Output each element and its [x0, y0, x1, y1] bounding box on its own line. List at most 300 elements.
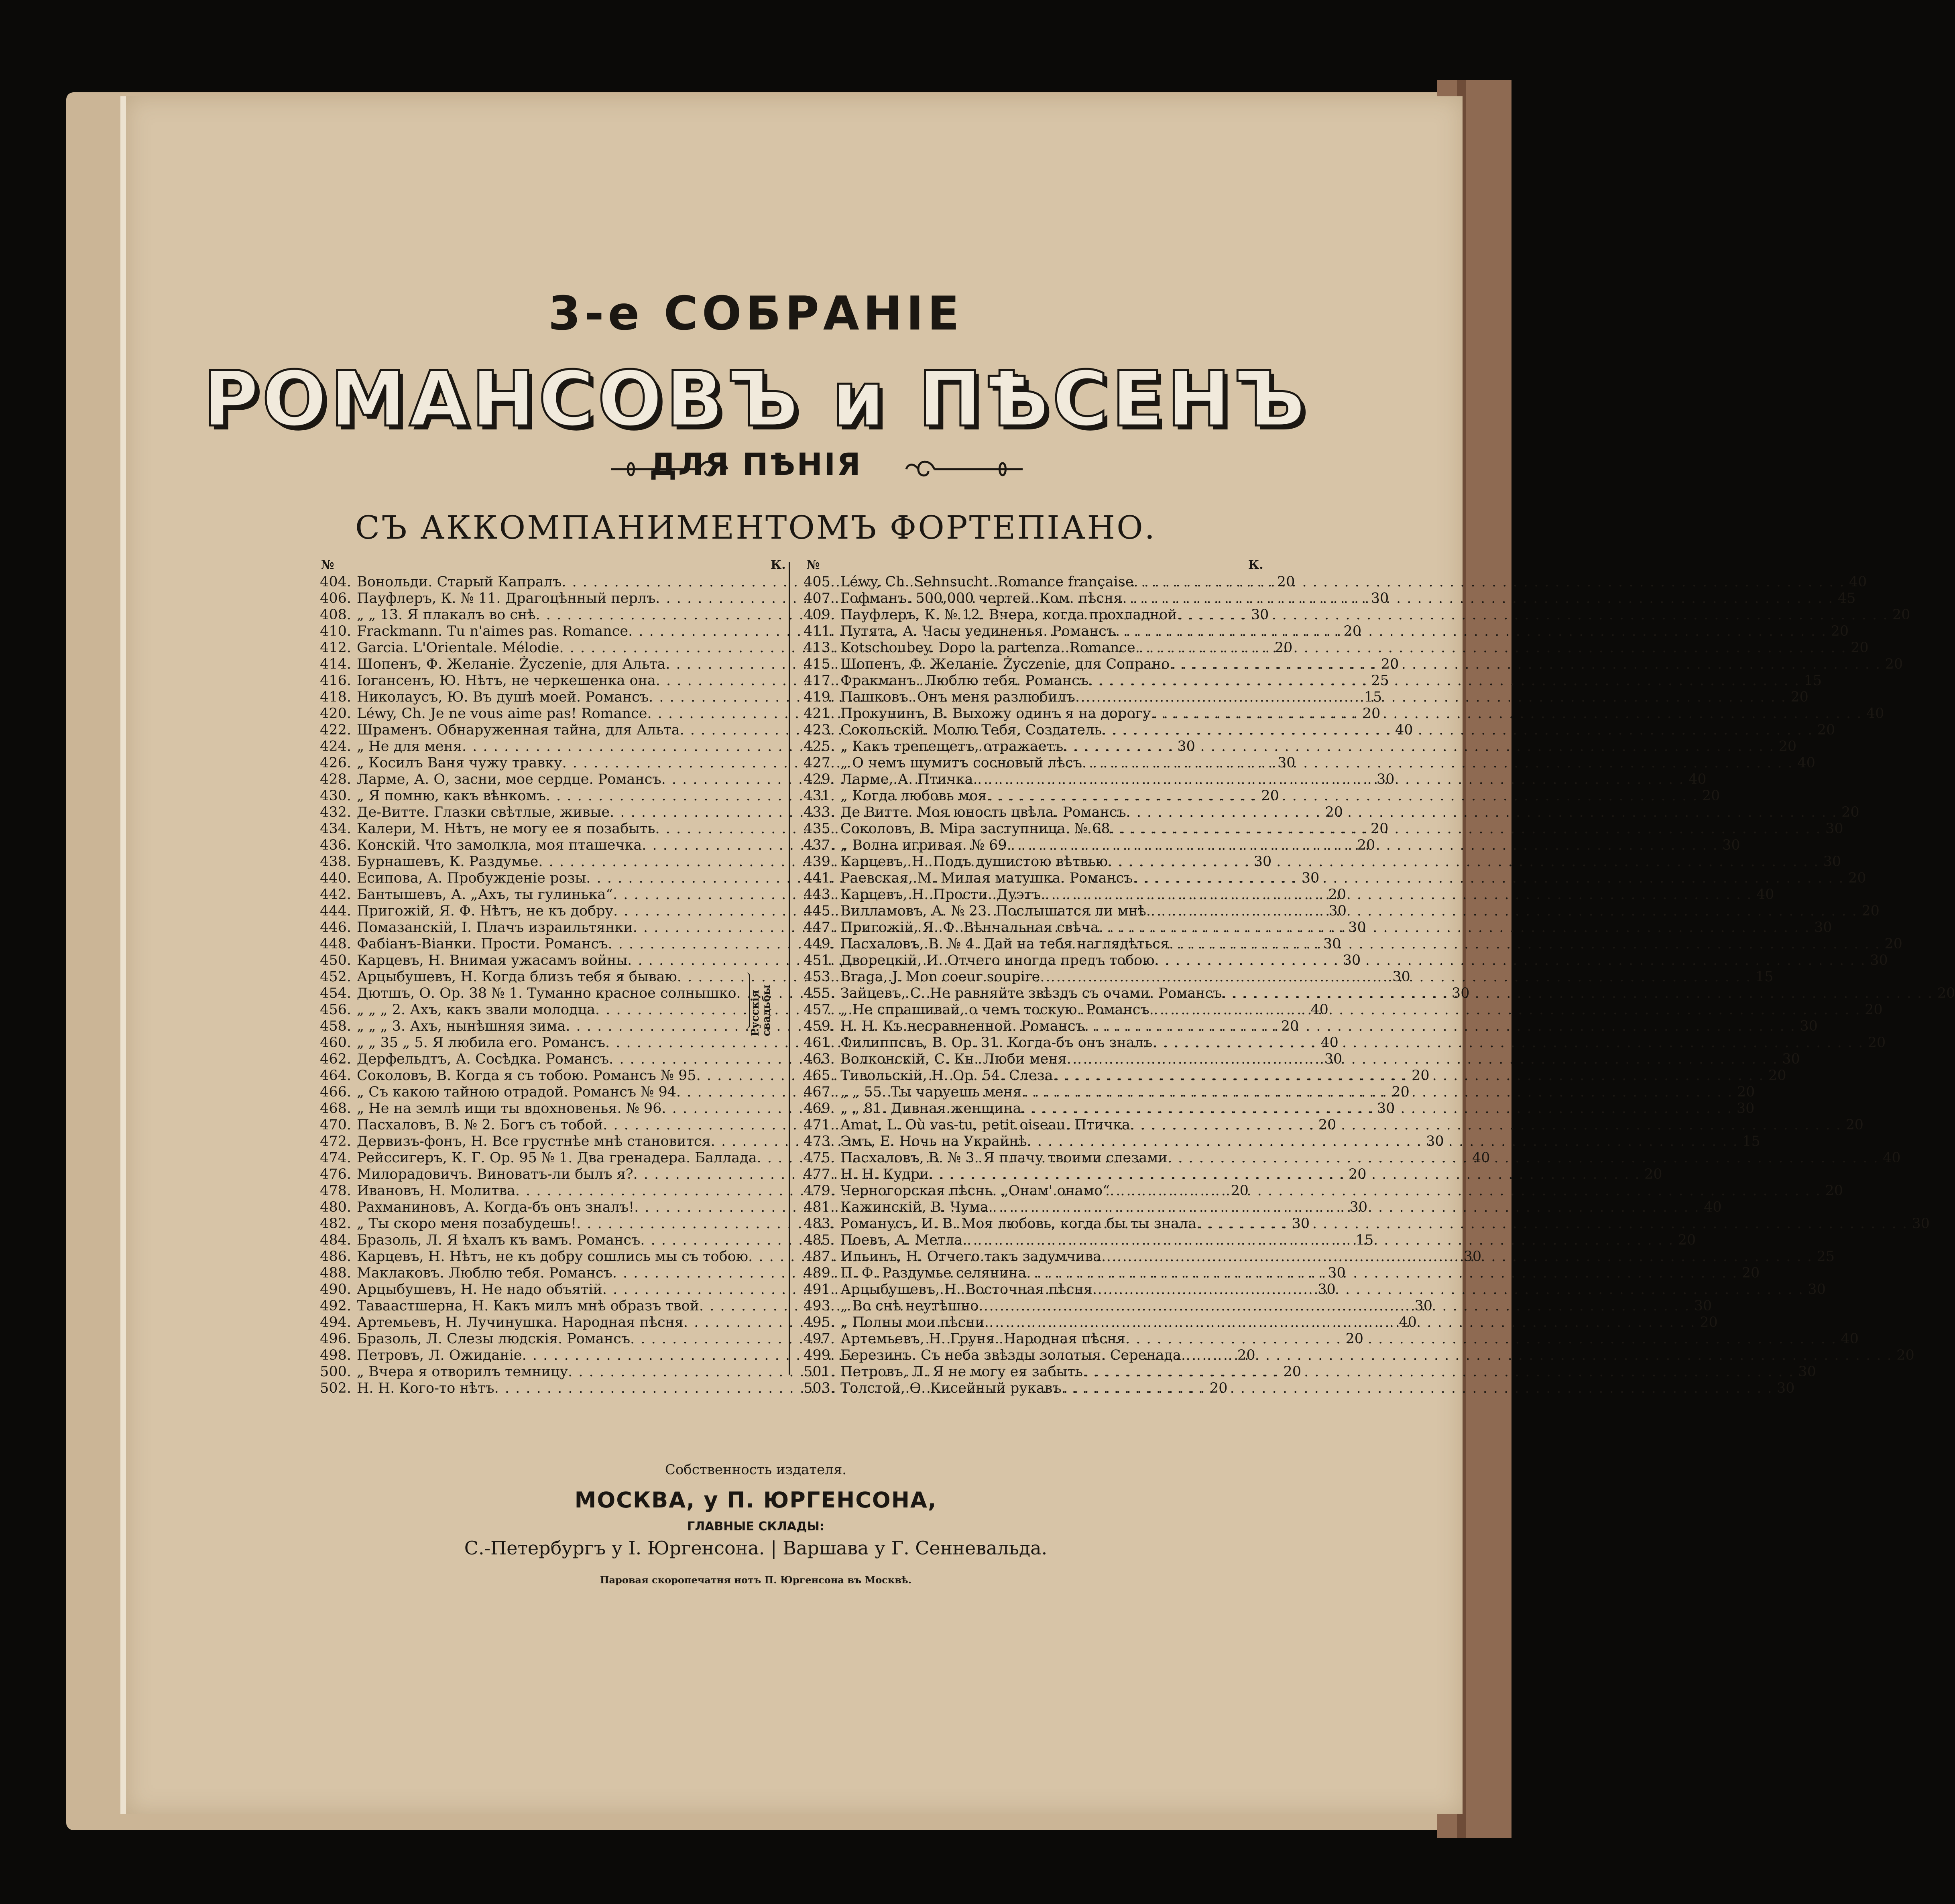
entry-number: 461.: [804, 1035, 835, 1051]
dot-leader: [1075, 689, 1786, 706]
entry-number: 492.: [320, 1298, 351, 1314]
entry-price: 30: [1348, 919, 1366, 936]
entry-title: Пригожій, Я. Ф. Вѣнчальная свѣча: [840, 919, 1099, 936]
entry-title: „ Съ какою тайною отрадой. Романсъ № 94: [357, 1084, 676, 1100]
dot-leader: [1152, 1035, 1863, 1051]
catalog-entry: [797, 738, 1797, 755]
dot-leader: [1062, 1380, 1773, 1397]
entry-number: 503.: [804, 1380, 835, 1396]
dot-leader: [979, 1298, 1690, 1314]
entry-number: 487.: [804, 1249, 835, 1265]
entry-title: Garcia. L'Orientale. Mélodie: [357, 640, 559, 656]
entry-number: 408.: [320, 607, 351, 623]
dot-leader: [1027, 1133, 1738, 1150]
entry-number: 485.: [804, 1232, 835, 1248]
entry-number: 460.: [320, 1035, 351, 1051]
entry-number: 464.: [320, 1068, 351, 1084]
entry-title: Рахманиновъ, А. Когда-бъ онъ зналъ!: [357, 1199, 635, 1215]
entry-number: 406.: [320, 590, 351, 606]
entry-title: Романусъ, И. В. Моя любовь, когда бы ты знала: [840, 1216, 1197, 1232]
left-num-header: №: [321, 558, 334, 572]
entry-title: Ларме, А. О, засни, мое сердце. Романсъ: [357, 771, 661, 787]
entry-number: 457.: [804, 1002, 835, 1018]
entry-price: 40: [1883, 1150, 1901, 1166]
dot-leader: [1151, 706, 1862, 722]
entry-title: Арцыбушевъ, Н. Восточная пѣсня: [840, 1282, 1093, 1298]
catalog-entry: [797, 1347, 1914, 1364]
entry-number: 474.: [320, 1150, 351, 1166]
entry-number: 413.: [804, 640, 835, 656]
catalog-entry: [797, 1166, 1662, 1183]
entry-title: Пригожій, Я. Ф. Нѣтъ, не къ добру: [357, 903, 614, 919]
entry-price: 30: [1414, 1298, 1432, 1314]
entry-price: 20: [1412, 1068, 1430, 1084]
entry-number: 458.: [320, 1018, 351, 1034]
entry-number: 405.: [804, 574, 835, 590]
entry-price: 40: [1756, 887, 1774, 903]
entry-number: 470.: [320, 1117, 351, 1133]
entry-price: 30: [1377, 1100, 1395, 1117]
entry-title: Бантышевъ, А. „Ахъ, ты гулинька“: [357, 887, 613, 903]
entry-price: 30: [1814, 919, 1832, 936]
entry-price: 30: [1782, 1051, 1800, 1067]
entry-number: 454.: [320, 985, 351, 1001]
entry-price: 25: [1371, 673, 1389, 689]
entry-number: 421.: [804, 706, 835, 722]
entry-number: 424.: [320, 738, 351, 755]
entry-price: 20: [1362, 706, 1381, 722]
footer-cities: С.-Петербургъ у І. Юргенсона. | Варшава у Г. Сенневальда.: [464, 1537, 1048, 1559]
entry-price: 20: [1702, 788, 1720, 804]
entry-price: 40: [1704, 1199, 1722, 1215]
entry-price: 30: [1825, 821, 1843, 837]
entry-title: „ О чемъ шумитъ сосновый лѣсъ: [840, 755, 1082, 771]
entry-title: Карцевъ, Н. Нѣтъ, не къ добру сошлись мы съ тобою: [357, 1249, 749, 1265]
entry-title: „ „ 13. Я плакалъ во снѣ: [357, 607, 536, 623]
dot-leader: [1099, 919, 1810, 936]
entry-title: Карцевъ, Н. Подъ душистою вѣтвью: [840, 854, 1108, 870]
entry-price: 20: [1237, 1347, 1255, 1363]
entry-title: Черногорская пѣснь. „Онам' онамо“: [840, 1183, 1110, 1199]
dot-leader: [1083, 1364, 1794, 1380]
entry-number: 417.: [804, 673, 835, 689]
entry-title: Зайцевъ, С. Не равняйте звѣздъ съ очами. Романсъ: [840, 985, 1222, 1001]
entry-price: 20: [1848, 870, 1866, 886]
entry-price: 20: [1831, 623, 1849, 639]
entry-price: 20: [1209, 1380, 1228, 1396]
footer-printer: Паровая скоропечатня нотъ П. Юргенсона въ Москвѣ.: [600, 1574, 912, 1586]
entry-price: 30: [1318, 1282, 1336, 1298]
dot-leader: [1021, 1084, 1733, 1100]
entry-number: 473.: [804, 1133, 835, 1149]
entry-number: 419.: [804, 689, 835, 705]
entry-title: „ „ 35 „ 5. Я любила его. Романсъ: [357, 1035, 605, 1051]
entry-price: 20: [1261, 788, 1279, 804]
entry-title: Пауфлеръ, К. № 11. Драгоцѣнный перлъ: [357, 590, 656, 606]
entry-price: 30: [1823, 854, 1841, 870]
entry-title: Эмъ, Е. Ночь на Украйнѣ: [840, 1133, 1027, 1149]
entry-title: Помазанскій, І. Плачъ израильтянки: [357, 919, 633, 936]
entry-title: „ Какъ трепещетъ, отражаетъ: [840, 738, 1064, 755]
entry-title: Шраменъ. Обнаруженная тайна, для Альта: [357, 722, 680, 738]
entry-number: 466.: [320, 1084, 351, 1100]
entry-price: 30: [1694, 1298, 1712, 1314]
catalog-entry: [797, 640, 1869, 656]
entry-price: 20: [1274, 640, 1293, 656]
entry-number: 431.: [804, 788, 835, 804]
dot-leader: [1170, 656, 1881, 673]
entry-number: 442.: [320, 887, 351, 903]
entry-title: Арцыбушевъ, Н. Когда близъ тебя я бываю: [357, 969, 677, 985]
entry-title: Карцевъ, Н. Прости. Дуэтъ: [840, 887, 1041, 903]
catalog-entry: [797, 952, 1888, 969]
entry-price: 40: [1320, 1035, 1339, 1051]
entry-number: 407.: [804, 590, 835, 606]
entry-price: 30: [1377, 771, 1395, 787]
entry-price: 30: [1426, 1133, 1444, 1149]
entry-number: 469.: [804, 1100, 835, 1117]
catalog-entry: [797, 1150, 1901, 1166]
entry-price: 30: [1463, 1249, 1482, 1265]
entry-title: Толстой, Ѳ. Кисейный рукавъ: [840, 1380, 1062, 1396]
entry-title: Шопенъ, Ф. Желаніе. Życzenie, для Альта: [357, 656, 666, 672]
entry-number: 476.: [320, 1166, 351, 1182]
entry-price: 20: [1790, 689, 1809, 705]
entry-price: 20: [1865, 1002, 1883, 1018]
entry-price: 30: [1328, 1265, 1346, 1281]
entry-title: „ Ты скоро меня позабудешь!: [357, 1216, 577, 1232]
entry-price: 40: [1395, 722, 1413, 738]
entry-title: „ Я помню, какъ вѣнкомъ: [357, 788, 546, 804]
entry-title: Тивольскій, Н. Ор. 54. Слеза: [840, 1068, 1053, 1084]
entry-title: „ Вчера я отворилъ темницу: [357, 1364, 568, 1380]
entry-title: „ „ „ 3. Ахъ, нынѣшняя зима: [357, 1018, 566, 1034]
entry-price: 20: [1868, 1035, 1886, 1051]
entry-number: 448.: [320, 936, 351, 952]
entry-price: 30: [1798, 1364, 1816, 1380]
entry-number: 494.: [320, 1314, 351, 1330]
entry-price: 20: [1737, 1084, 1755, 1100]
catalog-entry: [797, 1068, 1786, 1084]
dot-leader: [1053, 1068, 1764, 1084]
entry-title: Léwy, Ch. Sehnsucht. Romance française: [840, 574, 1134, 590]
entry-price: 30: [1777, 1380, 1795, 1396]
entry-title: Кажинскій, В. Чума: [840, 1199, 989, 1215]
dot-leader: [1146, 903, 1857, 919]
footer-warehouses: ГЛАВНЫЕ СКЛАДЫ:: [687, 1520, 824, 1534]
entry-number: 432.: [320, 804, 351, 820]
entry-price: 30: [1451, 985, 1470, 1001]
entry-number: 433.: [804, 804, 835, 820]
entry-price: 20: [1328, 887, 1347, 903]
dot-leader: [1130, 1117, 1841, 1133]
entry-price: 20: [1231, 1183, 1249, 1199]
dot-leader: [1133, 870, 1844, 887]
entry-price: 20: [1644, 1166, 1662, 1182]
entry-price: 20: [1325, 804, 1343, 820]
entry-price: 30: [1323, 936, 1341, 952]
entry-price: 20: [1357, 837, 1375, 853]
entry-price: 30: [1870, 952, 1888, 968]
catalog-entry: [797, 1183, 1843, 1199]
entry-price: 20: [1391, 1084, 1410, 1100]
dot-leader: [973, 771, 1684, 788]
entry-title: П. Ф. Раздумье селянина: [840, 1265, 1027, 1281]
entry-number: 491.: [804, 1282, 835, 1298]
entry-number: 471.: [804, 1117, 835, 1133]
entry-number: 439.: [804, 854, 835, 870]
entry-number: 440.: [320, 870, 351, 886]
entry-title: Де Витте. Моя юность цвѣла. Романсъ: [840, 804, 1126, 820]
catalog-entry: [797, 1282, 1826, 1298]
dot-leader: [1196, 1216, 1908, 1232]
entry-price: 30: [1301, 870, 1320, 886]
entry-title: Рейссигеръ, К. Г. Ор. 95 № 1. Два гренадера. Баллада: [357, 1150, 757, 1166]
entry-price: 20: [1892, 607, 1910, 623]
entry-number: 456.: [320, 1002, 351, 1018]
entry-price: 30: [1800, 1018, 1818, 1034]
entry-number: 462.: [320, 1051, 351, 1067]
entry-number: 468.: [320, 1100, 351, 1117]
entry-title: Де-Витте. Глазки свѣтлые, живые: [357, 804, 610, 820]
entry-title: Дервизъ-фонъ, Н. Все грустнѣе мнѣ становится: [357, 1133, 711, 1149]
dot-leader: [1122, 590, 1833, 607]
entry-title: „ Не спрашивай, о чемъ тоскую. Романсъ: [840, 1002, 1149, 1018]
ornament-right-icon: [902, 455, 1027, 483]
catalog-entry: [797, 919, 1832, 936]
dot-leader: [1063, 738, 1774, 755]
entry-price: 15: [1364, 689, 1382, 705]
entry-number: 410.: [320, 623, 351, 639]
dot-leader: [989, 1199, 1700, 1216]
entry-number: 409.: [804, 607, 835, 623]
entry-title: Дворецкій, И. Отчего иногда предъ тобою: [840, 952, 1155, 968]
entry-price: 40: [1399, 1314, 1417, 1330]
entry-number: 498.: [320, 1347, 351, 1363]
entry-price: 20: [1349, 1166, 1367, 1182]
entry-price: 30: [1251, 607, 1269, 623]
entry-number: 477.: [804, 1166, 835, 1182]
entry-number: 463.: [804, 1051, 835, 1067]
dot-leader: [1026, 1265, 1737, 1282]
dot-leader: [1110, 821, 1821, 837]
entry-title: „ Волна игривая. № 69: [840, 837, 1007, 853]
entry-number: 415.: [804, 656, 835, 672]
catalog-entry: [797, 656, 1903, 673]
entry-title: Филиппсвъ, В. Ор. 31. Когда-бъ онъ зналъ: [840, 1035, 1153, 1051]
entry-price: 20: [1318, 1117, 1337, 1133]
entry-number: 482.: [320, 1216, 351, 1232]
entry-number: 472.: [320, 1133, 351, 1149]
entry-price: 30: [1392, 969, 1410, 985]
title-main: РОМАНСОВЪ и ПѢСЕНЪ: [203, 355, 1309, 443]
entry-number: 411.: [804, 623, 835, 639]
dot-leader: [1169, 936, 1880, 952]
right-price-header: К.: [1248, 558, 1263, 572]
entry-number: 422.: [320, 722, 351, 738]
entry-price: 20: [1283, 1364, 1302, 1380]
dot-leader: [962, 1232, 1674, 1249]
title-subtitle: ДЛЯ ПѢНІЯ: [649, 446, 862, 482]
entry-title: Милорадовичъ. Виноватъ-ли былъ я?: [357, 1166, 633, 1182]
entry-number: 483.: [804, 1216, 835, 1232]
entry-number: 479.: [804, 1183, 835, 1199]
dot-leader: [1084, 1018, 1796, 1035]
entry-price: 30: [1253, 854, 1272, 870]
entry-title: Amat, L. Où vas-tu, petit oiseau. Птичка: [840, 1117, 1131, 1133]
dot-leader: [1067, 1051, 1778, 1068]
entry-number: 443.: [804, 887, 835, 903]
entry-title: Ивановъ, Н. Молитва: [357, 1183, 515, 1199]
entry-number: 418.: [320, 689, 351, 705]
entry-price: 30: [1324, 1051, 1343, 1067]
entry-number: 455.: [804, 985, 835, 1001]
title-collection-number: 3-е СОБРАНІЕ: [548, 287, 964, 341]
entry-title: Н. Н. Кого-то нѣтъ: [357, 1380, 494, 1396]
entry-title: Н. Н. Кудри: [840, 1166, 929, 1182]
entry-number: 486.: [320, 1249, 351, 1265]
entry-title: Фракманъ. Люблю тебя. Романсъ: [840, 673, 1089, 689]
entry-price: 30: [1277, 755, 1296, 771]
entry-number: 467.: [804, 1084, 835, 1100]
entry-price: 15: [1355, 1232, 1374, 1248]
entry-title: Сокольскій. Молю Тебя, Создатель: [840, 722, 1102, 738]
entry-number: 451.: [804, 952, 835, 968]
entry-title: Бурнашевъ, К. Раздумье: [357, 854, 539, 870]
entry-number: 502.: [320, 1380, 351, 1396]
entry-title: Пауфлеръ, К. № 12. Вчера, когда прохладной: [840, 607, 1177, 623]
entry-price: 20: [1825, 1183, 1843, 1199]
entry-title: Іогансенъ, Ю. Нѣтъ, не черкешенка она: [357, 673, 656, 689]
entry-price: 30: [1343, 952, 1361, 968]
entry-title: „ Косилъ Ваня чужу травку: [357, 755, 562, 771]
entry-number: 428.: [320, 771, 351, 787]
dot-leader: [987, 788, 1698, 804]
entry-title: Карцевъ, Н. Внимая ужасамъ войны: [357, 952, 628, 968]
entry-number: 497.: [804, 1331, 835, 1347]
entry-price: 20: [1841, 804, 1859, 820]
entry-title: Пасхаловъ, В. № 3. Я плачу твоими слезами: [840, 1150, 1168, 1166]
entry-number: 435.: [804, 821, 835, 837]
entry-number: 423.: [804, 722, 835, 738]
entry-price: 15: [1742, 1133, 1760, 1149]
dot-leader: [1082, 755, 1793, 771]
dot-leader: [985, 1314, 1696, 1331]
entry-title: Волконскій, С. Кн. Люби меня: [840, 1051, 1067, 1067]
entry-number: 490.: [320, 1282, 351, 1298]
dot-leader: [1177, 607, 1888, 623]
entry-price: 20: [1778, 738, 1797, 755]
entry-title: „ „ 55. Ты чаруешь меня: [840, 1084, 1022, 1100]
entry-title: Березинъ. Съ неба звѣзды золотыя. Серенада: [840, 1347, 1181, 1363]
entry-price: 20: [1845, 1117, 1863, 1133]
entry-number: 450.: [320, 952, 351, 968]
entry-number: 449.: [804, 936, 835, 952]
entry-title: „ Полны мои пѣсни: [840, 1314, 985, 1330]
entry-number: 429.: [804, 771, 835, 787]
entry-title: Николаусъ, Ю. Въ душѣ моей. Романсъ: [357, 689, 649, 705]
entry-price: 20: [1678, 1232, 1696, 1248]
entry-title: Вонольди. Старый Капралъ: [357, 574, 562, 590]
left-price-header: К.: [771, 558, 786, 572]
entry-title: Фабіанъ-Віанки. Прости. Романсъ: [357, 936, 608, 952]
entry-title: Петровъ, Л. Ожиданіе: [357, 1347, 522, 1363]
dot-leader: [1021, 1100, 1733, 1117]
entry-price: 30: [1349, 1199, 1368, 1215]
entry-number: 404.: [320, 574, 351, 590]
entry-price: 20: [1885, 656, 1903, 672]
entry-price: 20: [1345, 1331, 1364, 1347]
entry-title: Петровъ, Л. Я не могу ея забыть: [840, 1364, 1083, 1380]
entry-number: 484.: [320, 1232, 351, 1248]
dot-leader: [1040, 969, 1751, 985]
entry-number: 493.: [804, 1298, 835, 1314]
entry-number: 438.: [320, 854, 351, 870]
entry-title: Соколовъ, В. Когда я съ тобою. Романсъ № 95: [357, 1068, 696, 1084]
entry-price: 40: [1849, 574, 1867, 590]
dot-leader: [1125, 1331, 1837, 1347]
entry-title: Дерфельдтъ, А. Сосѣдка. Романсъ: [357, 1051, 609, 1067]
entry-title: „ Когда любовь моя: [840, 788, 987, 804]
entry-number: 447.: [804, 919, 835, 936]
entry-number: 412.: [320, 640, 351, 656]
entry-price: 40: [1688, 771, 1707, 787]
dot-leader: [1102, 722, 1813, 738]
entry-title: Kotschoubey. Dopo la partenza. Romance: [840, 640, 1135, 656]
footer-publisher: МОСКВА, у П. ЮРГЕНСОНА,: [574, 1487, 937, 1513]
catalog-entry: [797, 804, 1859, 821]
dot-leader: [1135, 640, 1847, 656]
entry-price: 20: [1343, 623, 1362, 639]
dot-leader: [1108, 854, 1819, 870]
entry-title: Артемьевъ, Н. Груня. Народная пѣсня: [840, 1331, 1126, 1347]
entry-price: 25: [1817, 1249, 1835, 1265]
entry-price: 20: [1700, 1314, 1718, 1330]
entry-price: 15: [1804, 673, 1822, 689]
entry-title: Дютшъ, О. Ор. 38 № 1. Туманно красное солнышко: [357, 985, 736, 1001]
entry-title: „ Во снѣ неутѣшно: [840, 1298, 979, 1314]
entry-price: 20: [1851, 640, 1869, 656]
dot-leader: [1110, 1183, 1821, 1199]
entry-number: 430.: [320, 788, 351, 804]
catalog-entry: [797, 1084, 1755, 1100]
dot-leader: [1168, 1150, 1879, 1166]
entry-number: 441.: [804, 870, 835, 886]
entry-number: 495.: [804, 1314, 835, 1330]
dot-leader: [1134, 574, 1845, 590]
entry-title: Гофманъ. 500,000 чертей. Ком. пѣсня: [840, 590, 1123, 606]
catalog-entry: [797, 1100, 1755, 1117]
entry-number: 459.: [804, 1018, 835, 1034]
entry-price: 15: [1755, 969, 1774, 985]
entry-price: 30: [1722, 837, 1740, 853]
entry-number: 434.: [320, 821, 351, 837]
entry-title: Léwy, Ch. Je ne vous aime pas! Romance: [357, 706, 647, 722]
entry-price: 30: [1371, 590, 1389, 606]
entry-title: „ „ „ 2. Ахъ, какъ звали молодца: [357, 1002, 595, 1018]
entry-title: Н. Н. Къ несравненной. Романсъ: [840, 1018, 1084, 1034]
entry-number: 444.: [320, 903, 351, 919]
entry-price: 20: [1817, 722, 1835, 738]
entry-number: 501.: [804, 1364, 835, 1380]
dot-leader: [1222, 985, 1933, 1002]
entry-number: 489.: [804, 1265, 835, 1281]
entry-price: 40: [1841, 1331, 1859, 1347]
entry-title: „ Не для меня: [357, 738, 462, 755]
entry-number: 480.: [320, 1199, 351, 1215]
entry-title: Раевская, М. Милая матушка. Романсъ: [840, 870, 1133, 886]
entry-price: 20: [1370, 821, 1389, 837]
